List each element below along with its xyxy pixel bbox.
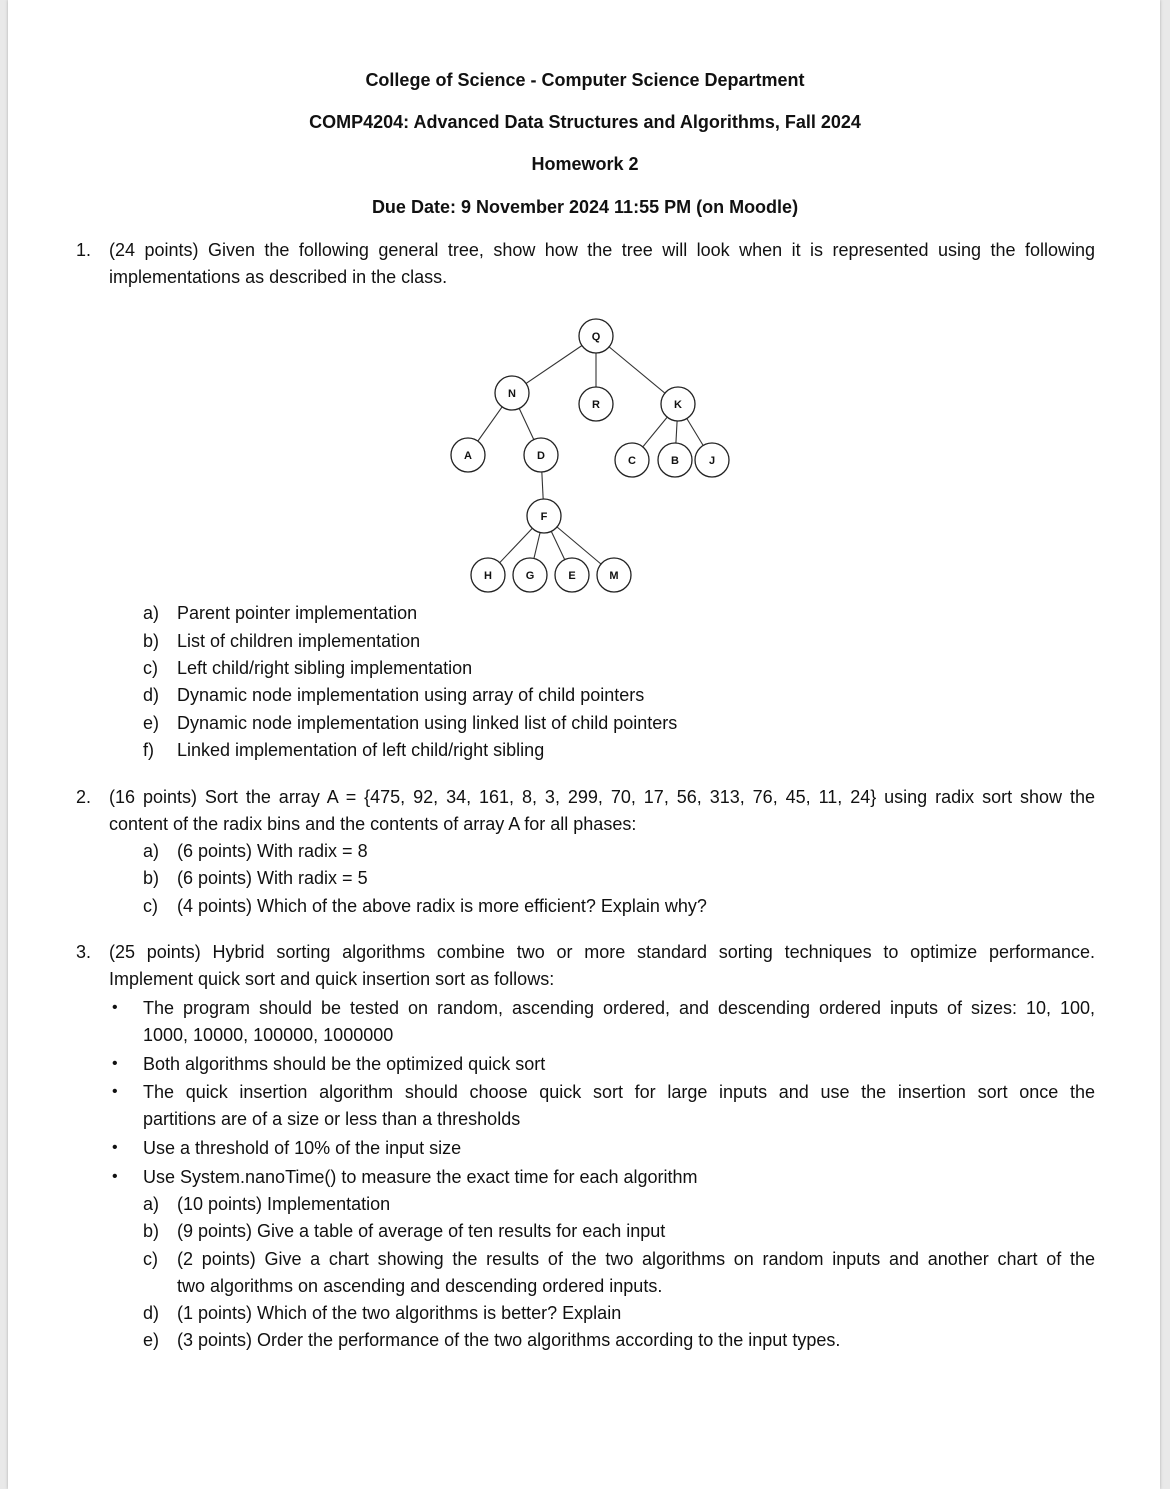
q3-item-label: b) — [143, 1221, 160, 1241]
document-page — [8, 0, 1160, 1489]
tree-node-label: M — [609, 570, 619, 582]
tree-node-label: G — [525, 570, 535, 582]
q3-item-label: e) — [143, 1330, 160, 1350]
course-title: COMP4204: Advanced Data Structures and Algorithms, Fall 2024 — [309, 112, 861, 132]
q2-item-text: (6 points) With radix = 5 — [177, 868, 368, 888]
bullet-symbol: • — [112, 999, 118, 1016]
college-title: College of Science - Computer Science Department — [365, 70, 805, 90]
q1-item-label: e) — [143, 713, 160, 733]
q2-text-line2: content of the radix bins and the contents of array A for all phases: — [109, 814, 637, 834]
tree-node-label: E — [568, 570, 576, 582]
tree-node-label: N — [508, 388, 516, 400]
q1-item-text: Dynamic node implementation using array of child pointers — [177, 685, 645, 705]
q1-item-label: c) — [143, 658, 158, 678]
general-tree-diagram — [8, 0, 1160, 620]
tree-node-label: R — [592, 399, 600, 411]
q3-text-line2: Implement quick sort and quick insertion sort as follows: — [109, 969, 555, 989]
q1-item-text: Parent pointer implementation — [177, 603, 418, 623]
q2-number: 2. — [76, 787, 92, 807]
q3-bullet-text: The program should be tested on random, ascending ordered, and descending ordered inputs of sizes: 10, 100, — [143, 998, 1095, 1018]
homework-title: Homework 2 — [531, 154, 639, 174]
bullet-symbol: • — [112, 1083, 118, 1100]
q1-item-label: f) — [143, 740, 154, 760]
q2-item-label: b) — [143, 868, 160, 888]
q3-item-text: (2 points) Give a chart showing the results of the two algorithms on random inputs and another chart of the — [177, 1249, 1095, 1269]
tree-node-label: K — [674, 399, 682, 411]
q1-text-line1: (24 points) Given the following general tree, show how the tree will look when it is represented using the following — [109, 240, 1095, 260]
tree-node-label: Q — [591, 331, 601, 343]
q1-item-text: Dynamic node implementation using linked list of child pointers — [177, 713, 678, 733]
tree-node-label: J — [708, 455, 716, 467]
q2-text-line1: (16 points) Sort the array A = {475, 92, 34, 161, 8, 3, 299, 70, 17, 56, 313, 76, 45, 11, 24} using radix sort show the — [109, 787, 1095, 807]
bullet-symbol: • — [112, 1168, 118, 1185]
q3-text-line1: (25 points) Hybrid sorting algorithms combine two or more standard sorting techniques to optimize performance. — [109, 942, 1095, 962]
q1-item-text: Left child/right sibling implementation — [177, 658, 473, 678]
q2-item-text: (4 points) Which of the above radix is more efficient? Explain why? — [177, 896, 707, 916]
q1-item-label: b) — [143, 631, 160, 651]
q3-number: 3. — [76, 942, 92, 962]
tree-node-label: C — [628, 455, 636, 467]
q3-item-text: (1 points) Which of the two algorithms is better? Explain — [177, 1303, 622, 1323]
q3-item-text: (3 points) Order the performance of the two algorithms according to the input types. — [177, 1330, 841, 1350]
tree-node-label: B — [671, 455, 679, 467]
due-date: Due Date: 9 November 2024 11:55 PM (on Moodle) — [371, 197, 799, 217]
tree-node-label: H — [484, 570, 492, 582]
q3-bullet-text: Use a threshold of 10% of the input size — [143, 1138, 462, 1158]
q1-item-label: a) — [143, 603, 160, 623]
q3-item-label: d) — [143, 1303, 160, 1323]
q3-item-text: (10 points) Implementation — [177, 1194, 391, 1214]
tree-node-label: D — [537, 450, 545, 462]
q2-item-label: a) — [143, 841, 160, 861]
q3-item-text: two algorithms on ascending and descending ordered inputs. — [177, 1276, 663, 1296]
bullet-symbol: • — [112, 1139, 118, 1156]
bullet-symbol: • — [112, 1055, 118, 1072]
q1-number: 1. — [76, 240, 92, 260]
q2-item-label: c) — [143, 896, 158, 916]
q3-bullet-text: The quick insertion algorithm should choose quick sort for large inputs and use the insertion sort once the — [143, 1082, 1095, 1102]
q3-item-label: c) — [143, 1249, 158, 1269]
q3-bullet-text: Both algorithms should be the optimized quick sort — [143, 1054, 546, 1074]
q1-item-text: Linked implementation of left child/right sibling — [177, 740, 545, 760]
q3-bullet-text: Use System.nanoTime() to measure the exact time for each algorithm — [143, 1167, 698, 1187]
tree-node-label: F — [540, 511, 548, 523]
q3-item-text: (9 points) Give a table of average of ten results for each input — [177, 1221, 666, 1241]
q1-item-text: List of children implementation — [177, 631, 421, 651]
q1-text-line2: implementations as described in the class. — [109, 267, 448, 287]
q3-bullet-text: 1000, 10000, 100000, 1000000 — [143, 1025, 394, 1045]
q1-item-label: d) — [143, 685, 160, 705]
q2-item-text: (6 points) With radix = 8 — [177, 841, 368, 861]
tree-node-label: A — [464, 450, 472, 462]
q3-bullet-text: partitions are of a size or less than a thresholds — [143, 1109, 521, 1129]
q3-item-label: a) — [143, 1194, 160, 1214]
